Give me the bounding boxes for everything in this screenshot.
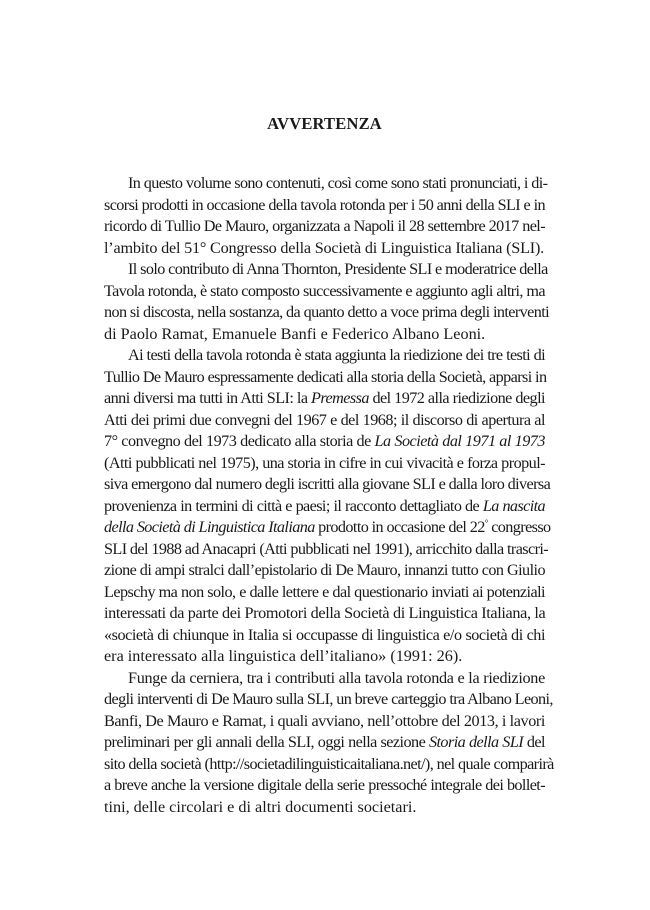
text-run: prodotto in occasione del 22 [314, 518, 485, 536]
paragraph-4 [104, 668, 554, 819]
text-line: Funge da cerniera, tra i contributi alla tavola rotonda e la riedizione [128, 668, 545, 687]
text-run: anni diversi ma tutti in Atti SLI: la [104, 389, 311, 407]
text-line: Atti dei primi due convegni del 1967 e del 1968; il discorso di apertura al [104, 410, 545, 429]
text-line: Il solo contributo di Anna Thornton, Presidente SLI e moderatrice della [128, 260, 548, 278]
text-line: a breve anche la versione digitale della serie pressoché integrale dei bollet- [104, 776, 545, 794]
text-run: preliminari per gli annali della SLI, oggi nella sezione [104, 733, 429, 751]
italic-title: La nascita [482, 496, 546, 515]
text-line: sito della società (http://societadilinguisticaitaliana.net/), nel quale comparirà [104, 754, 554, 773]
text-run: provenienza in termini di città e paesi; il racconto dettagliato de [104, 496, 483, 515]
page-title: AVVERTENZA [267, 114, 382, 133]
text-run: congresso [487, 518, 551, 536]
italic-title: Storia della SLI [428, 733, 524, 751]
text-line [104, 496, 545, 518]
paragraph-1 [104, 173, 548, 259]
text-run: del [523, 733, 545, 751]
text-line: interessati da parte dei Promotori della Società di Linguistica Italiana, la [104, 604, 546, 622]
text-line [104, 517, 551, 539]
italic-title: della Società di Linguistica Italiana [104, 518, 315, 536]
text-line: Tullio De Mauro espressamente dedicati alla storia della Società, apparsi in [104, 367, 547, 386]
paragraph-3 [104, 345, 551, 668]
italic-title: La Società dal 1971 al 1973 [374, 432, 545, 450]
text-line: ricordo di Tullio De Mauro, organizzata a Napoli il 28 settembre 2017 nel- [104, 217, 545, 235]
text-line: SLI del 1988 ad Anacapri (Atti pubblicati nel 1991), arricchito dalla trascri- [104, 539, 549, 558]
text-line: Lepschy ma non solo, e dalle lettere e dal questionario inviati ai potenziali [104, 582, 545, 601]
text-line [104, 431, 545, 453]
text-line: (Atti pubblicati nel 1975), una storia in cifre in cui vivacità e forza propul- [104, 453, 545, 472]
degree-superscript: ° [484, 518, 488, 528]
text-line: «società di chiunque in Italia si occupasse di linguistica e/o società di chi [104, 625, 545, 644]
text-line: zione di ampi stralci dall’epistolario di De Mauro, innanzi tutto con Giulio [104, 561, 546, 579]
text-run: 7° convegno del 1973 dedicato alla storia de [104, 432, 375, 450]
text-run: del 1972 alla riedizione degli [368, 389, 545, 407]
text-line: tini, delle circolari e di altri documenti societari. [104, 797, 417, 816]
text-line: Tavola rotonda, è stato composto successivamente e aggiunto agli altri, ma [104, 281, 545, 300]
text-line: Banfi, De Mauro e Ramat, i quali avviano, nell’ottobre del 2013, i lavori [104, 711, 546, 730]
text-line: non si discosta, nella sostanza, da quanto detto a voce prima degli interventi [104, 303, 549, 321]
text-line: In questo volume sono contenuti, così come sono stati pronunciati, i di- [128, 174, 548, 192]
text-line: l’ambito del 51° Congresso della Società di Linguistica Italiana (SLI). [104, 238, 545, 257]
text-line: siva emergono dal numero degli iscritti alla giovane SLI e dalla loro diversa [104, 475, 551, 493]
paragraph-2 [104, 259, 549, 345]
text-line [104, 388, 545, 410]
text-line: era interessato alla linguistica dell’italiano» (1991: 26). [104, 647, 463, 665]
italic-title: Premessa [311, 389, 369, 407]
document-body [104, 173, 554, 818]
text-line: scorsi prodotti in occasione della tavola rotonda per i 50 anni della SLI e in [104, 195, 545, 214]
text-line: degli interventi di De Mauro sulla SLI, un breve carteggio tra Albano Leoni, [104, 690, 553, 708]
text-line: di Paolo Ramat, Emanuele Banfi e Federico Albano Leoni. [104, 324, 486, 343]
text-line [104, 732, 545, 754]
text-line: Ai testi della tavola rotonda è stata aggiunta la riedizione dei tre testi di [128, 346, 545, 364]
